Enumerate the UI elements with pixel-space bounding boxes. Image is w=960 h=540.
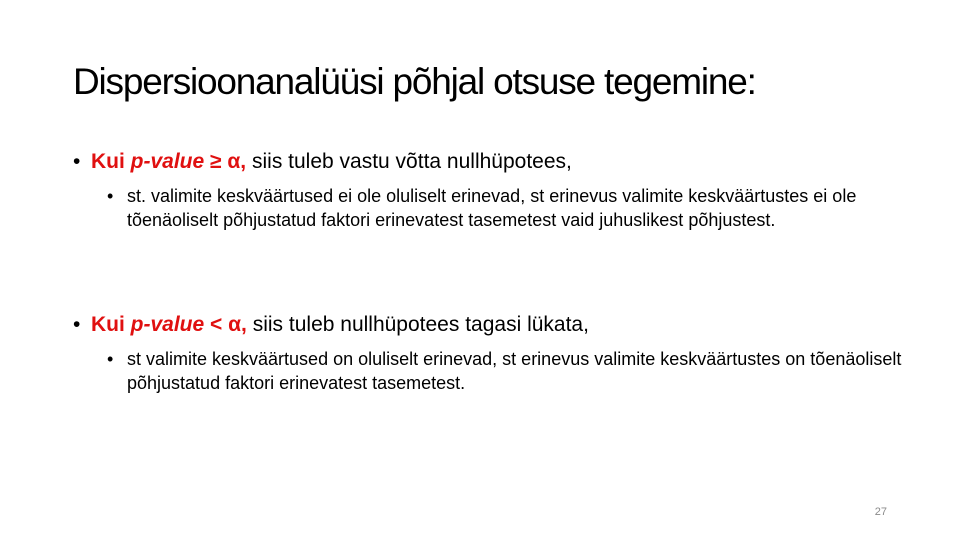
sub-bullet-marker: •	[107, 349, 114, 369]
page-number: 27	[874, 506, 887, 518]
bullet-text: siis tuleb nullhüpotees tagasi lükata,	[246, 313, 589, 336]
highlight-prefix: Kui	[91, 313, 131, 336]
bullet-marker: •	[73, 150, 81, 173]
sub-bullet-text: st. valimite keskväärtused ei ole oluliselt erinevad, st erinevus valimite keskväärtustes ei ole tõenäoliselt põhjustatud faktori erinevatest tasemetest vaid juhuslikest põhjustest.	[127, 186, 857, 230]
sub-bullet-accept	[107, 184, 907, 232]
highlight-condition: < α,	[204, 313, 247, 336]
highlight-term: p-value	[130, 313, 205, 336]
sub-bullet-reject	[107, 347, 907, 395]
bullet-item-reject	[73, 312, 589, 338]
bullet-text: siis tuleb vastu võtta nullhüpotees,	[246, 150, 572, 173]
sub-bullet-text: st valimite keskväärtused on oluliselt erinevad, st erinevus valimite keskväärtustes on tõenäoliselt põhjustatud faktori erinevatest tasemetest.	[127, 349, 902, 393]
highlight-condition: ≥ α,	[204, 150, 247, 173]
bullet-marker: •	[73, 313, 81, 336]
slide-title: Dispersioonanalüüsi põhjal otsuse tegemine:	[73, 61, 756, 102]
bullet-item-accept	[73, 149, 572, 175]
highlight-prefix: Kui	[91, 150, 131, 173]
sub-bullet-marker: •	[107, 186, 114, 206]
highlight-term: p-value	[130, 150, 205, 173]
